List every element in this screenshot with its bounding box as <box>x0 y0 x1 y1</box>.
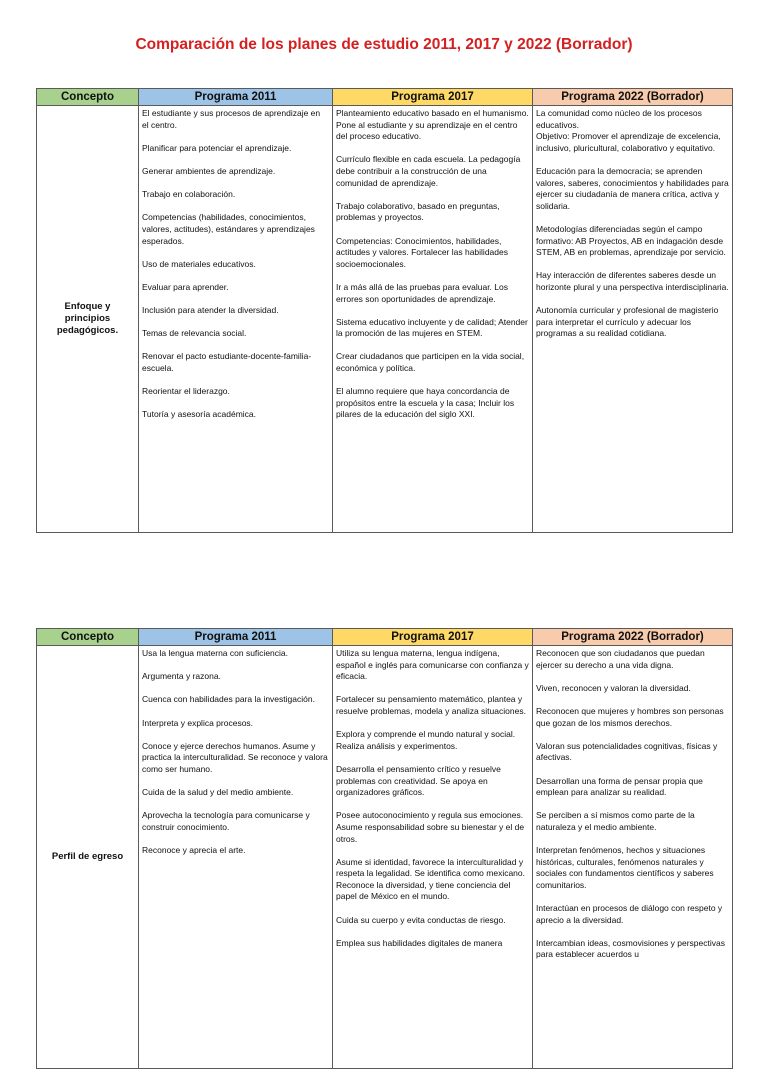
cell-2011 <box>139 106 333 533</box>
list-item: Inclusión para atender la diversidad. <box>142 305 279 316</box>
list-item: Planificar para potenciar el aprendizaje. <box>142 142 292 153</box>
list-item: Se perciben a sí mismos como parte de la naturaleza y el medio ambiente. <box>536 810 695 832</box>
list-item: Ir a más allá de las pruebas para evaluar. Los errores son oportunidades de aprendizaje. <box>336 281 508 304</box>
list-item: Trabajo en colaboración. <box>142 189 236 200</box>
concept-cell: Perfil de egreso <box>37 646 139 1069</box>
header-concepto: Concepto <box>37 89 139 106</box>
list-item: Cuida su cuerpo y evita conductas de riesgo. <box>336 914 506 925</box>
header-programa-2017: Programa 2017 <box>333 629 533 646</box>
list-item: Fortalecer su pensamiento matemático, plantea y resuelve problemas, modela y analiza situaciones. <box>336 694 526 716</box>
cell-2011 <box>139 646 333 1069</box>
list-item: Competencias: Conocimientos, habilidades, actitudes y valores. Fortalecer las habilidades socioemocionales. <box>336 235 508 269</box>
list-item: Temas de relevancia social. <box>142 328 247 339</box>
list-item: Generar ambientes de aprendizaje. <box>142 165 276 176</box>
list-item: Interpreta y explica procesos. <box>142 717 254 728</box>
list-item: Utiliza su lengua materna, lengua indígena, español e inglés para comunicarse con confianza y eficacia. <box>336 648 529 682</box>
list-item: Metodologías diferenciadas según el campo formativo: AB Proyectos, AB en indagación desde STEM, AB en problemas, aprendizaje por servicio. <box>536 223 726 258</box>
list-item: Hay interacción de diferentes saberes desde un horizonte plural y una perspectiva interdisciplinaria. <box>536 270 729 292</box>
list-item: Trabajo colaborativo, basado en preguntas, problemas y proyectos. <box>336 200 500 223</box>
list-item: Aprovecha la tecnología para comunicarse y construir conocimiento. <box>142 810 310 832</box>
header-programa-2017: Programa 2017 <box>333 89 533 106</box>
list-item: Viven, reconocen y valoran la diversidad. <box>536 682 691 693</box>
table-header-row <box>37 89 733 106</box>
list-item: Tutoría y asesoría académica. <box>142 409 257 420</box>
header-programa-2011: Programa 2011 <box>139 89 333 106</box>
table-row <box>37 646 733 1069</box>
list-item: Argumenta y razona. <box>142 671 221 682</box>
list-item: Renovar el pacto estudiante-docente-familia-escuela. <box>142 351 312 374</box>
list-item: Explora y comprende el mundo natural y social. Realiza análisis y experimentos. <box>336 729 516 751</box>
list-item: Asume si identidad, favorece la interculturalidad y respeta la legalidad. Se identifica como mexicano. Reconoce la diversidad, y tiene conciencia del papel de México en el mundo. <box>336 856 525 902</box>
list-item: Evaluar para aprender. <box>142 281 229 292</box>
list-item: Valoran sus potencialidades cognitivas, físicas y afectivas. <box>536 740 718 763</box>
list-item: Uso de materiales educativos. <box>142 258 256 269</box>
comparison-table-perfil <box>36 628 733 1069</box>
table-header-row <box>37 629 733 646</box>
cell-2022 <box>533 646 733 1069</box>
concept-cell: Enfoque y principios pedagógicos. <box>37 106 139 533</box>
cell-2022 <box>533 106 733 533</box>
list-item: La comunidad como núcleo de los procesos educativos. Objetivo: Promover el aprendizaje de excelencia, inclusivo, pluricultural, colaborativo y equitativo. <box>536 108 721 153</box>
list-item: Desarrolla el pensamiento crítico y resuelve problemas con creatividad. Se apoya en organizadores gráficos. <box>336 763 501 798</box>
page-title: Comparación de los planes de estudio 2011, 2017 y 2022 (Borrador) <box>135 36 633 53</box>
list-item: Usa la lengua materna con suficiencia. <box>142 648 288 658</box>
list-item: Desarrollan una forma de pensar propia que emplean para analizar su realidad. <box>536 775 703 798</box>
list-item: Sistema educativo incluyente y de calidad; Atender la promoción de las mujeres en STEM. <box>336 316 528 339</box>
list-item: Autonomía curricular y profesional de magisterio para interpretar el currículo y adecuar los programas a su realidad cotidiana. <box>536 305 719 339</box>
list-item: Cuenca con habilidades para la investigación. <box>142 694 315 705</box>
list-item: Interpretan fenómenos, hechos y situaciones históricas, culturales, fenómenos naturales y sociales con fundamentos científicos y saberes comunitarios. <box>536 845 714 890</box>
header-programa-2011: Programa 2011 <box>139 629 333 646</box>
list-item: Cuida de la salud y del medio ambiente. <box>142 787 294 798</box>
table-row <box>37 106 733 533</box>
cell-2017 <box>333 106 533 533</box>
list-item: Educación para la democracia; se aprenden valores, saberes, conocimientos y habilidades para ejercer su ciudadanía de manera crítica, activa y solidaria. <box>536 165 729 211</box>
list-item: Competencias (habilidades, conocimientos, valores, actitudes), estándares y aprendizajes esperados. <box>142 212 315 246</box>
header-concepto: Concepto <box>37 629 139 646</box>
list-item: Conoce y ejerce derechos humanos. Asume y practica la interculturalidad. Se reconoce y valora como ser humano. <box>142 740 328 774</box>
comparison-table-enfoque <box>36 88 733 533</box>
list-item: Posee autoconocimiento y regula sus emociones. Asume responsabilidad sobre su bienestar y el de otros. <box>336 810 525 844</box>
list-item: Intercambian ideas, cosmovisiones y perspectivas para establecer acuerdos u <box>536 937 725 960</box>
header-programa-2022: Programa 2022 (Borrador) <box>533 629 733 646</box>
list-item: Emplea sus habilidades digitales de manera <box>336 937 503 948</box>
cell-2017 <box>333 646 533 1069</box>
list-item: Reorientar el liderazgo. <box>142 386 230 397</box>
list-item: Planteamiento educativo basado en el humanismo. Pone al estudiante y su aprendizaje en el centro del proceso educativo. <box>336 108 529 142</box>
list-item: Reconocen que son ciudadanos que puedan ejercer su derecho a una vida digna. <box>536 648 705 670</box>
list-item: Reconocen que mujeres y hombres son personas que gozan de los mismos derechos. <box>536 705 724 728</box>
list-item: El alumno requiere que haya concordancia de propósitos entre la escuela y la casa; Incluir los pilares de la educación del siglo XXI. <box>336 386 515 420</box>
list-item: Currículo flexible en cada escuela. La pedagogía debe contribuir a la construcción de una comunidad de aprendizaje. <box>336 154 521 188</box>
list-item: Interactúan en procesos de diálogo con respeto y aprecio a la diversidad. <box>536 903 723 925</box>
header-programa-2022: Programa 2022 (Borrador) <box>533 89 733 106</box>
list-item: El estudiante y sus procesos de aprendizaje en el centro. <box>142 108 321 130</box>
list-item: Reconoce y aprecia el arte. <box>142 845 246 856</box>
list-item: Crear ciudadanos que participen en la vida social, económica y política. <box>336 351 525 374</box>
